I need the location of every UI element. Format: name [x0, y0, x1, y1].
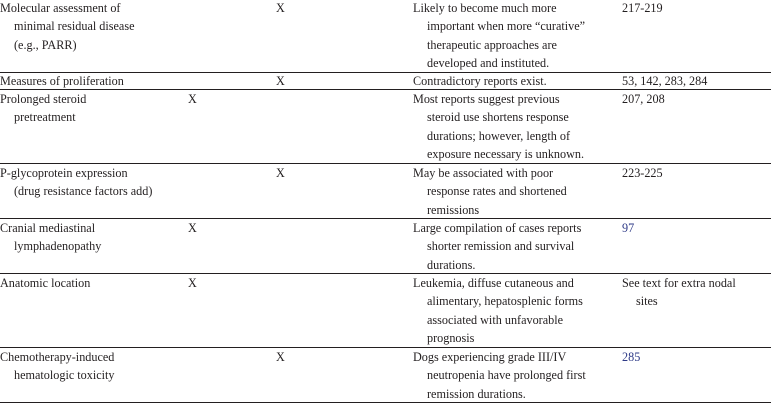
reference-link[interactable]: 97 [622, 221, 635, 235]
no-mark: X [276, 74, 285, 88]
references-cell: 53, 142, 283, 284 [622, 74, 708, 88]
yes-mark: X [188, 92, 197, 106]
factor-cell [0, 348, 180, 385]
comment-cell [413, 274, 613, 347]
comment-cell [413, 90, 613, 163]
comment-cell [413, 219, 613, 274]
factor-text: Molecular assessment of minimal residual disease (e.g., PARR) [0, 1, 135, 52]
comment-text: Large compilation of cases reports shorter remission and survival durations. [413, 221, 582, 272]
yes-mark: X [188, 276, 197, 290]
factor-text: P-glycoprotein expression (drug resistance factors add) [0, 166, 153, 199]
table-row [0, 348, 771, 403]
references-cell: 217-219 [622, 1, 663, 15]
table-row [0, 219, 771, 274]
comment-cell [413, 348, 613, 403]
comment-cell [413, 72, 613, 90]
table-row [0, 0, 771, 73]
comment-text: Most reports suggest previous steroid use shortens response durations; however, length of exposure necessary is unknown. [413, 92, 585, 161]
factor-text: Measures of proliferation [0, 74, 124, 88]
factor-text: Cranial mediastinal lymphadenopathy [0, 221, 102, 254]
factor-cell [0, 72, 180, 90]
comment-text: Dogs experiencing grade III/IV neutropenia have prolonged first remission durations. [413, 350, 586, 401]
comment-text: May be associated with poor response rates and shortened remissions [413, 166, 567, 217]
comment-text: Leukemia, diffuse cutaneous and alimentary, hepatosplenic forms associated with unfavorable prognosis [413, 276, 583, 345]
references-cell: 223-225 [622, 166, 663, 180]
comment-text: Likely to become much more important when more “curative” therapeutic approaches are developed and instituted. [413, 1, 586, 70]
comment-cell [413, 164, 613, 219]
references-cell: 207, 208 [622, 92, 665, 106]
references-cell [622, 348, 771, 366]
table-row [0, 72, 771, 90]
factor-text: Prolonged steroid pretreatment [0, 92, 87, 125]
yes-mark: X [188, 221, 197, 235]
factor-cell [0, 164, 180, 201]
reference-link[interactable]: 285 [622, 350, 641, 364]
references-text: See text for extra nodal sites [622, 276, 736, 309]
comment-text: Contradictory reports exist. [413, 74, 547, 88]
comment-cell [413, 0, 613, 72]
factor-text: Chemotherapy-induced hematologic toxicity [0, 350, 115, 383]
no-mark: X [276, 350, 285, 364]
table-row [0, 274, 771, 348]
no-mark: X [276, 1, 285, 15]
table-row [0, 90, 771, 164]
no-mark: X [276, 166, 285, 180]
table-row [0, 164, 771, 219]
references-cell [622, 274, 771, 311]
factor-cell [0, 90, 180, 127]
references-cell [622, 219, 771, 237]
factor-cell [0, 0, 180, 54]
factor-cell [0, 274, 180, 292]
factor-text: Anatomic location [0, 276, 91, 290]
factor-cell [0, 219, 180, 256]
